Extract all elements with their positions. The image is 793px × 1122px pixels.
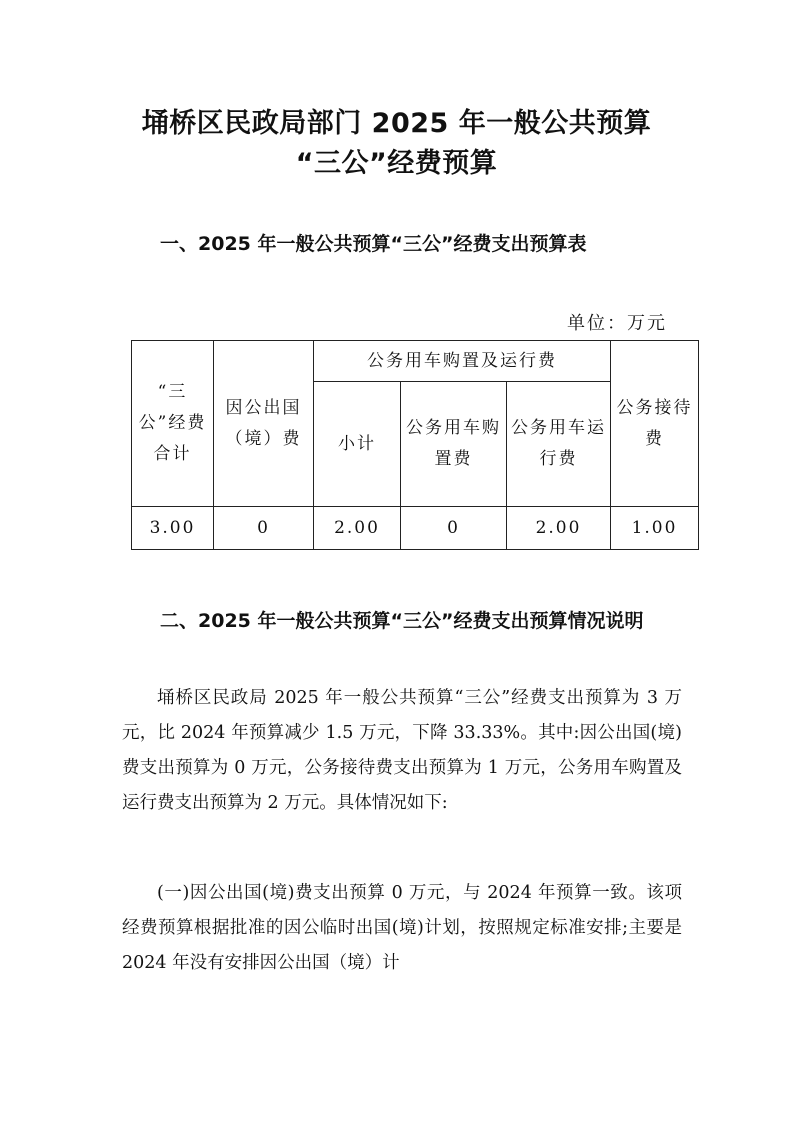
unit-label: 单位：万元 [567, 313, 667, 334]
document-title-line2: “三公”经费预算 [295, 148, 498, 179]
header-reception: 公务接待费 [611, 341, 699, 507]
value-total: 3.00 [132, 507, 214, 550]
header-total: “三公”经费合计 [132, 341, 214, 507]
budget-table [131, 340, 699, 550]
section1-heading: 一、2025 年一般公共预算“三公”经费支出预算表 [160, 233, 587, 255]
section2-heading: 二、2025 年一般公共预算“三公”经费支出预算情况说明 [160, 610, 644, 632]
document-title-line1: 埇桥区民政局部门 2025 年一般公共预算 [141, 108, 652, 139]
paragraph-text: (一)因公出国(境)费支出预算 0 万元，与 2024 年预算一致。该项经费预算根据批准的因公临时出国(境)计划，按照规定标准安排;主要是 2024 年没有安排因公出国（境）计 [122, 883, 682, 973]
header-vehicle-operation: 公务用车运行费 [507, 382, 611, 507]
value-abroad: 0 [214, 507, 314, 550]
header-abroad: 因公出国（境）费 [214, 341, 314, 507]
paragraph-text: 埇桥区民政局 2025 年一般公共预算“三公”经费支出预算为 3 万元，比 2024 年预算减少 1.5 万元，下降 33.33%。其中:因公出国(境)费支出预算为 0 万元，公务接待费支出预算为 1 万元，公务用车购置及运行费支出预算为 2 万元。具体情况如下: [122, 688, 682, 813]
header-vehicle-purchase: 公务用车购置费 [401, 382, 507, 507]
value-subtotal: 2.00 [314, 507, 401, 550]
table-row [132, 507, 699, 550]
value-vehicle-operation: 2.00 [507, 507, 611, 550]
paragraph-abroad [122, 876, 682, 981]
header-subtotal: 小计 [314, 382, 401, 507]
table-header-row [132, 341, 699, 382]
paragraph-overview [122, 681, 682, 821]
value-reception: 1.00 [611, 507, 699, 550]
value-vehicle-purchase: 0 [401, 507, 507, 550]
header-vehicle-group: 公务用车购置及运行费 [314, 341, 611, 382]
